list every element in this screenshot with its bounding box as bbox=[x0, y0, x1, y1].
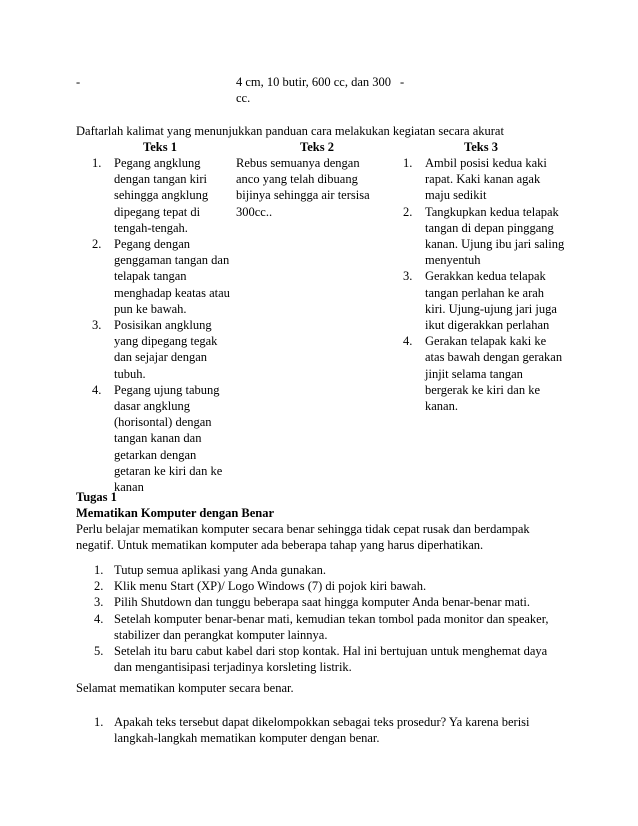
item-line: getarkan dengan bbox=[114, 447, 197, 462]
item-line: dengan tangan kiri bbox=[114, 172, 208, 187]
item-line: Pegang dengan bbox=[114, 237, 191, 252]
item-line: menghadap keatas atau bbox=[114, 285, 230, 300]
item-line: bergerak ke kiri dan ke bbox=[425, 382, 540, 397]
item-number: 3. bbox=[92, 318, 102, 333]
item-line: ikut digerakkan perlahan bbox=[425, 318, 550, 333]
teks1-list bbox=[92, 155, 232, 495]
item-line: maju sedikit bbox=[425, 188, 487, 203]
item-number: 4. bbox=[94, 611, 104, 626]
item-line: Pegang angklung bbox=[114, 156, 201, 170]
teks2-line: anco yang telah dibuang bbox=[236, 172, 358, 187]
intro-line: negatif. Untuk mematikan komputer ada beberapa tahap yang harus diperhatikan. bbox=[76, 538, 484, 553]
item-line: Apakah teks tersebut dapat dikelompokkan sebagai teks prosedur? Ya karena berisi bbox=[114, 715, 530, 729]
item-number: 5. bbox=[94, 644, 104, 659]
item-line: pun ke bawah. bbox=[114, 301, 187, 316]
item-line: telapak tangan bbox=[114, 269, 187, 284]
item-line: menyentuh bbox=[425, 253, 481, 268]
teks2-line: 300cc.. bbox=[236, 204, 273, 219]
top-row-col2-line: cc. bbox=[236, 91, 251, 106]
item-line: Pegang ujung tabung bbox=[114, 382, 220, 397]
item-line: tangan di depan pinggang bbox=[425, 220, 554, 235]
item-number: 1. bbox=[92, 156, 102, 170]
item-line: langkah-langkah mematikan komputer dengan benar. bbox=[114, 731, 380, 746]
item-line: Tangkupkan kedua telapak bbox=[425, 204, 559, 219]
item-line: sehingga angklung bbox=[114, 188, 209, 203]
teks3-list bbox=[403, 155, 568, 414]
item-line: Ambil posisi kedua kaki bbox=[425, 156, 547, 170]
item-line: rapat. Kaki kanan agak bbox=[425, 172, 541, 187]
header-teks2: Teks 2 bbox=[300, 140, 334, 154]
item-line: kanan. bbox=[425, 399, 458, 414]
top-row-col2 bbox=[236, 74, 391, 106]
tugas-title: Tugas 1 bbox=[76, 490, 117, 504]
item-line: Posisikan angklung bbox=[114, 318, 212, 333]
item-line: tangan perlahan ke arah bbox=[425, 285, 545, 300]
item-line: Gerakkan kedua telapak bbox=[425, 269, 546, 284]
item-line: (horisontal) dengan bbox=[114, 415, 212, 430]
item-line: kanan bbox=[114, 480, 144, 495]
teks3-item bbox=[403, 268, 568, 333]
item-number: 4. bbox=[92, 382, 102, 397]
item-line: jinjit selama tangan bbox=[425, 366, 523, 381]
step-item bbox=[94, 611, 554, 643]
teks2-line: bijinya sehingga air tersisa bbox=[236, 188, 370, 203]
item-line: tengah-tengah. bbox=[114, 220, 188, 235]
item-line: Pilih Shutdown dan tunggu beberapa saat hingga komputer Anda benar-benar mati. bbox=[114, 595, 530, 610]
teks1-item bbox=[92, 382, 232, 495]
item-number: 4. bbox=[403, 334, 413, 349]
item-line: tubuh. bbox=[114, 366, 146, 381]
step-item bbox=[94, 594, 554, 610]
item-number: 1. bbox=[94, 563, 104, 577]
tugas-intro bbox=[76, 521, 530, 553]
teks2-line: Rebus semuanya dengan bbox=[236, 156, 360, 170]
closing-text: Selamat mematikan komputer secara benar. bbox=[76, 681, 294, 695]
item-line: yang dipegang tegak bbox=[114, 334, 218, 349]
item-line: Gerakan telapak kaki ke bbox=[425, 334, 547, 349]
item-line: Tutup semua aplikasi yang Anda gunakan. bbox=[114, 563, 327, 577]
top-row-col3: - bbox=[400, 75, 405, 89]
item-number: 1. bbox=[403, 156, 413, 170]
step-item bbox=[94, 562, 554, 578]
teks3-item bbox=[403, 155, 568, 204]
item-line: Setelah komputer benar-benar mati, kemudian tekan tombol pada monitor dan speaker, bbox=[114, 611, 549, 626]
top-row-col2-line: 4 cm, 10 butir, 600 cc, dan 300 bbox=[236, 75, 392, 89]
item-line: dasar angklung bbox=[114, 399, 191, 414]
header-teks3: Teks 3 bbox=[464, 140, 498, 154]
teks1-item bbox=[92, 236, 232, 317]
teks1-item bbox=[92, 155, 232, 236]
item-line: kiri. Ujung-ujung jari juga bbox=[425, 301, 557, 316]
item-line: tangan kanan dan bbox=[114, 431, 202, 446]
step-item bbox=[94, 643, 554, 675]
teks1-item bbox=[92, 317, 232, 382]
item-line: genggaman tangan dan bbox=[114, 253, 230, 268]
step-item bbox=[94, 578, 554, 594]
questions-list bbox=[94, 714, 554, 746]
tugas-subtitle: Mematikan Komputer dengan Benar bbox=[76, 506, 275, 520]
instruction-text: Daftarlah kalimat yang menunjukkan panduan cara melakukan kegiatan secara akurat bbox=[76, 124, 504, 138]
item-line: dan mengantisipasi terjadinya korsleting listrik. bbox=[114, 660, 352, 675]
item-line: dipegang tepat di bbox=[114, 204, 201, 219]
item-number: 2. bbox=[403, 204, 413, 219]
item-line: Setelah itu baru cabut kabel dari stop kontak. Hal ini bertujuan untuk menghemat daya bbox=[114, 644, 548, 659]
item-number: 2. bbox=[94, 579, 104, 594]
item-line: stabilizer dan perangkat komputer lainnya. bbox=[114, 627, 328, 642]
teks3-item bbox=[403, 333, 568, 414]
item-line: getaran ke kiri dan ke bbox=[114, 463, 223, 478]
tugas-steps bbox=[94, 562, 554, 675]
header-teks1: Teks 1 bbox=[143, 140, 177, 154]
item-line: Klik menu Start (XP)/ Logo Windows (7) di pojok kiri bawah. bbox=[114, 579, 427, 594]
teks3-item bbox=[403, 204, 568, 269]
item-number: 3. bbox=[94, 595, 104, 610]
item-line: kanan. Ujung ibu jari saling bbox=[425, 237, 565, 252]
item-line: dan sejajar dengan bbox=[114, 350, 208, 365]
item-number: 2. bbox=[92, 237, 102, 252]
item-number: 3. bbox=[403, 269, 413, 284]
question-item bbox=[94, 714, 554, 746]
intro-line: Perlu belajar mematikan komputer secara benar sehingga tidak cepat rusak dan berdampak bbox=[76, 522, 530, 536]
item-number: 1. bbox=[94, 715, 104, 729]
teks2-paragraph bbox=[236, 155, 370, 220]
top-row-col1: - bbox=[76, 75, 81, 89]
item-line: atas bawah dengan gerakan bbox=[425, 350, 563, 365]
